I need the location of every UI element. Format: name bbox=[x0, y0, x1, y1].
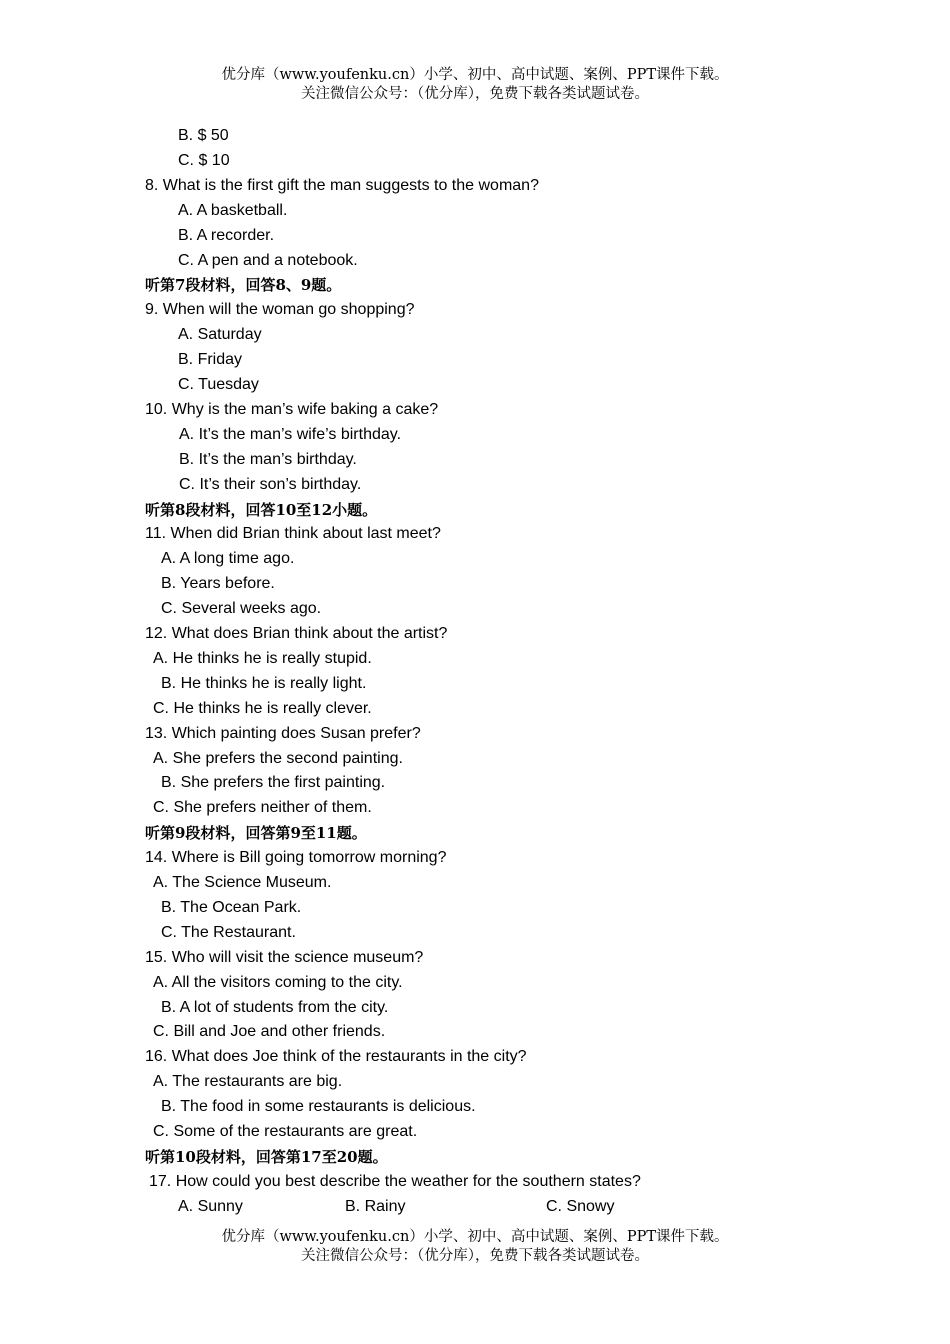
answer-option: B. Years before. bbox=[161, 575, 275, 593]
answer-option: C. A pen and a notebook. bbox=[178, 251, 358, 269]
answer-option: A. He thinks he is really stupid. bbox=[153, 649, 372, 667]
answer-option: C. It’s their son’s birthday. bbox=[179, 475, 362, 493]
answer-option: B. Friday bbox=[178, 351, 243, 369]
header-line-2: 关注微信公众号：（优分库），免费下载各类试题试卷。 bbox=[301, 86, 649, 102]
header-line-1: 优分库（www.youfenku.cn）小学、初中、高中试题、案例、PPT课件下载。 bbox=[221, 67, 729, 83]
section-instruction: 听第10段材料，回答第17至20题。 bbox=[145, 1147, 388, 1166]
answer-option: B. The food in some restaurants is delicious. bbox=[161, 1098, 476, 1116]
answer-option: B. $ 50 bbox=[178, 127, 229, 144]
page-footer bbox=[0, 1228, 950, 1266]
answer-option: B. The Ocean Park. bbox=[161, 898, 302, 916]
footer-line-1: 优分库（www.youfenku.cn）小学、初中、高中试题、案例、PPT课件下载。 bbox=[221, 1229, 729, 1245]
answer-option: A. Saturday bbox=[178, 326, 262, 344]
answer-option: C. The Restaurant. bbox=[161, 923, 296, 941]
answer-option: A. It’s the man’s wife’s birthday. bbox=[179, 425, 402, 443]
question-text: 12. What does Brian think about the artist? bbox=[145, 625, 448, 642]
answer-option: B. A recorder. bbox=[178, 226, 275, 244]
page-header bbox=[0, 66, 950, 104]
question-text: 11. When did Brian think about last meet? bbox=[145, 525, 441, 543]
answer-option: B. A lot of students from the city. bbox=[161, 998, 389, 1016]
answer-option: C. He thinks he is really clever. bbox=[153, 699, 372, 717]
q17-option-b: B. Rainy bbox=[345, 1198, 406, 1215]
question-text: 15. Who will visit the science museum? bbox=[145, 948, 424, 966]
answer-option: A. She prefers the second painting. bbox=[153, 749, 403, 767]
section-instruction: 听第7段材料，回答8、9题。 bbox=[145, 276, 342, 295]
question-text: 17. How could you best describe the weather for the southern states? bbox=[149, 1172, 641, 1190]
answer-option: B. He thinks he is really light. bbox=[161, 674, 367, 692]
answer-option: B. She prefers the first painting. bbox=[161, 774, 386, 792]
answer-option: C. Several weeks ago. bbox=[161, 600, 322, 618]
q17-option-a: A. Sunny bbox=[178, 1198, 243, 1215]
question-text: 10. Why is the man’s wife baking a cake? bbox=[145, 400, 439, 418]
question-text: 16. What does Joe think of the restaurants in the city? bbox=[145, 1048, 527, 1066]
answer-option: A. A basketball. bbox=[178, 201, 288, 219]
answer-option: C. Bill and Joe and other friends. bbox=[153, 1023, 386, 1041]
section-instruction: 听第9段材料，回答第9至11题。 bbox=[145, 824, 367, 843]
answer-option: A. A long time ago. bbox=[161, 550, 295, 568]
answer-option: C. Tuesday bbox=[178, 376, 259, 393]
question-text: 8. What is the first gift the man suggests to the woman? bbox=[145, 176, 539, 194]
answer-option: A. The restaurants are big. bbox=[153, 1073, 343, 1091]
answer-option: C. She prefers neither of them. bbox=[153, 799, 372, 817]
q17-option-c: C. Snowy bbox=[546, 1198, 615, 1215]
question-text: 14. Where is Bill going tomorrow morning? bbox=[145, 849, 447, 867]
footer-line-2: 关注微信公众号：（优分库），免费下载各类试题试卷。 bbox=[301, 1248, 649, 1264]
question-text: 13. Which painting does Susan prefer? bbox=[145, 724, 421, 742]
answer-option: A. The Science Museum. bbox=[153, 874, 332, 891]
section-instruction: 听第8段材料，回答10至12小题。 bbox=[145, 500, 378, 519]
answer-option: C. $ 10 bbox=[178, 151, 230, 169]
question-text: 9. When will the woman go shopping? bbox=[145, 301, 415, 319]
answer-option: C. Some of the restaurants are great. bbox=[153, 1123, 418, 1140]
answer-option: B. It’s the man’s birthday. bbox=[179, 450, 357, 468]
answer-option: A. All the visitors coming to the city. bbox=[153, 973, 403, 991]
